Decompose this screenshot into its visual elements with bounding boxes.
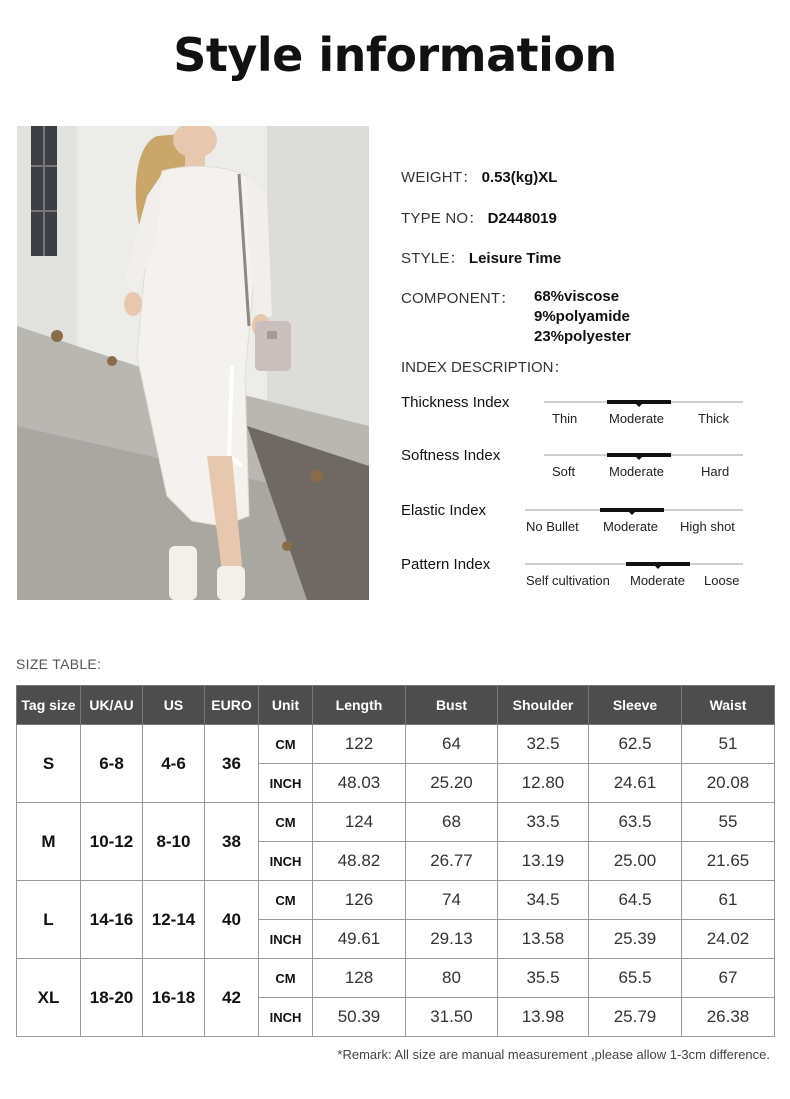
index-selected-marker (626, 562, 690, 566)
index-selected-marker (607, 400, 671, 404)
col-header: US (143, 686, 205, 725)
shoulder-cell: 32.5 (498, 725, 589, 764)
us-cell: 4-6 (143, 725, 205, 803)
length-cell: 50.39 (313, 998, 406, 1037)
waist-cell: 24.02 (682, 920, 775, 959)
us-cell: 12-14 (143, 881, 205, 959)
component-label: COMPONENT： (401, 290, 516, 307)
length-cell: 122 (313, 725, 406, 764)
style-spec (401, 247, 561, 268)
waist-cell: 55 (682, 803, 775, 842)
product-photo (17, 126, 369, 600)
index-option: Soft (552, 464, 576, 479)
waist-cell: 20.08 (682, 764, 775, 803)
index-option: Thin (552, 411, 578, 426)
length-cell: 48.03 (313, 764, 406, 803)
weight-label: WEIGHT： (401, 169, 478, 186)
shoulder-cell: 13.19 (498, 842, 589, 881)
col-header: Bust (406, 686, 498, 725)
length-cell: 126 (313, 881, 406, 920)
unit-cell: CM (259, 725, 313, 764)
waist-cell: 21.65 (682, 842, 775, 881)
euro-cell: 42 (205, 959, 259, 1037)
us-cell: 8-10 (143, 803, 205, 881)
bust-cell: 80 (406, 959, 498, 998)
elastic-index (401, 502, 761, 542)
thickness-index (401, 394, 761, 434)
sleeve-cell: 64.5 (589, 881, 682, 920)
index-name: Elastic Index (401, 502, 487, 519)
col-header: UK/AU (81, 686, 143, 725)
style-label: STYLE： (401, 250, 465, 267)
index-option-selected: Moderate (609, 411, 664, 426)
sleeve-cell: 63.5 (589, 803, 682, 842)
index-selected-marker (600, 508, 664, 512)
index-option-selected: Moderate (609, 464, 664, 479)
col-header: Shoulder (498, 686, 589, 725)
table-row (17, 803, 775, 842)
remark-note: *Remark: All size are manual measurement ,please allow 1-3cm difference. (337, 1047, 770, 1062)
component-value: 23%polyester (534, 328, 631, 345)
index-name: Pattern Index (401, 556, 491, 573)
unit-cell: INCH (259, 764, 313, 803)
type-no-spec (401, 207, 557, 228)
sleeve-cell: 25.79 (589, 998, 682, 1037)
component-spec (401, 287, 516, 308)
size-table-label: SIZE TABLE: (16, 656, 102, 672)
bust-cell: 68 (406, 803, 498, 842)
index-option: Hard (701, 464, 730, 479)
index-name: Thickness Index (401, 394, 510, 411)
tag-size-cell: M (17, 803, 81, 881)
tag-size-cell: XL (17, 959, 81, 1037)
index-option: No Bullet (526, 519, 579, 534)
unit-cell: CM (259, 803, 313, 842)
shoulder-cell: 34.5 (498, 881, 589, 920)
type-no-label: TYPE NO： (401, 210, 484, 227)
tag-size-cell: L (17, 881, 81, 959)
waist-cell: 51 (682, 725, 775, 764)
weight-spec (401, 166, 557, 187)
uk-au-cell: 6-8 (81, 725, 143, 803)
col-header: EURO (205, 686, 259, 725)
bust-cell: 74 (406, 881, 498, 920)
col-header: Length (313, 686, 406, 725)
index-option: Loose (704, 573, 740, 588)
length-cell: 124 (313, 803, 406, 842)
index-option: Thick (698, 411, 730, 426)
sleeve-cell: 62.5 (589, 725, 682, 764)
sleeve-cell: 65.5 (589, 959, 682, 998)
index-option: Self cultivation (526, 573, 610, 588)
waist-cell: 26.38 (682, 998, 775, 1037)
euro-cell: 38 (205, 803, 259, 881)
sleeve-cell: 25.00 (589, 842, 682, 881)
softness-index (401, 447, 761, 487)
shoulder-cell: 35.5 (498, 959, 589, 998)
index-description-label: INDEX DESCRIPTION： (401, 359, 569, 376)
type-no-value: D2448019 (487, 210, 557, 227)
waist-cell: 61 (682, 881, 775, 920)
model-in-white-dress-image (17, 126, 369, 600)
index-name: Softness Index (401, 447, 501, 464)
table-row (17, 881, 775, 920)
bust-cell: 26.77 (406, 842, 498, 881)
shoulder-cell: 12.80 (498, 764, 589, 803)
shoulder-cell: 13.58 (498, 920, 589, 959)
sleeve-cell: 24.61 (589, 764, 682, 803)
col-header: Tag size (17, 686, 81, 725)
col-header: Unit (259, 686, 313, 725)
bust-cell: 64 (406, 725, 498, 764)
us-cell: 16-18 (143, 959, 205, 1037)
sleeve-cell: 25.39 (589, 920, 682, 959)
index-selected-marker (607, 453, 671, 457)
page-title: Style information (173, 28, 617, 82)
euro-cell: 40 (205, 881, 259, 959)
unit-cell: CM (259, 881, 313, 920)
euro-cell: 36 (205, 725, 259, 803)
length-cell: 49.61 (313, 920, 406, 959)
weight-value: 0.53(kg)XL (481, 169, 558, 186)
component-value: 9%polyamide (534, 308, 630, 325)
uk-au-cell: 10-12 (81, 803, 143, 881)
size-table (16, 685, 775, 1037)
style-value: Leisure Time (468, 250, 562, 267)
unit-cell: CM (259, 959, 313, 998)
shoulder-cell: 33.5 (498, 803, 589, 842)
index-option: High shot (680, 519, 735, 534)
size-table-header (17, 686, 775, 725)
table-row (17, 959, 775, 998)
shoulder-cell: 13.98 (498, 998, 589, 1037)
unit-cell: INCH (259, 920, 313, 959)
tag-size-cell: S (17, 725, 81, 803)
index-option-selected: Moderate (630, 573, 685, 588)
uk-au-cell: 14-16 (81, 881, 143, 959)
index-option-selected: Moderate (603, 519, 658, 534)
unit-cell: INCH (259, 998, 313, 1037)
table-row (17, 725, 775, 764)
length-cell: 128 (313, 959, 406, 998)
waist-cell: 67 (682, 959, 775, 998)
bust-cell: 29.13 (406, 920, 498, 959)
length-cell: 48.82 (313, 842, 406, 881)
pattern-index (401, 556, 761, 596)
unit-cell: INCH (259, 842, 313, 881)
col-header: Sleeve (589, 686, 682, 725)
bust-cell: 31.50 (406, 998, 498, 1037)
uk-au-cell: 18-20 (81, 959, 143, 1037)
col-header: Waist (682, 686, 775, 725)
bust-cell: 25.20 (406, 764, 498, 803)
component-value: 68%viscose (534, 288, 620, 305)
component-values (534, 287, 631, 347)
